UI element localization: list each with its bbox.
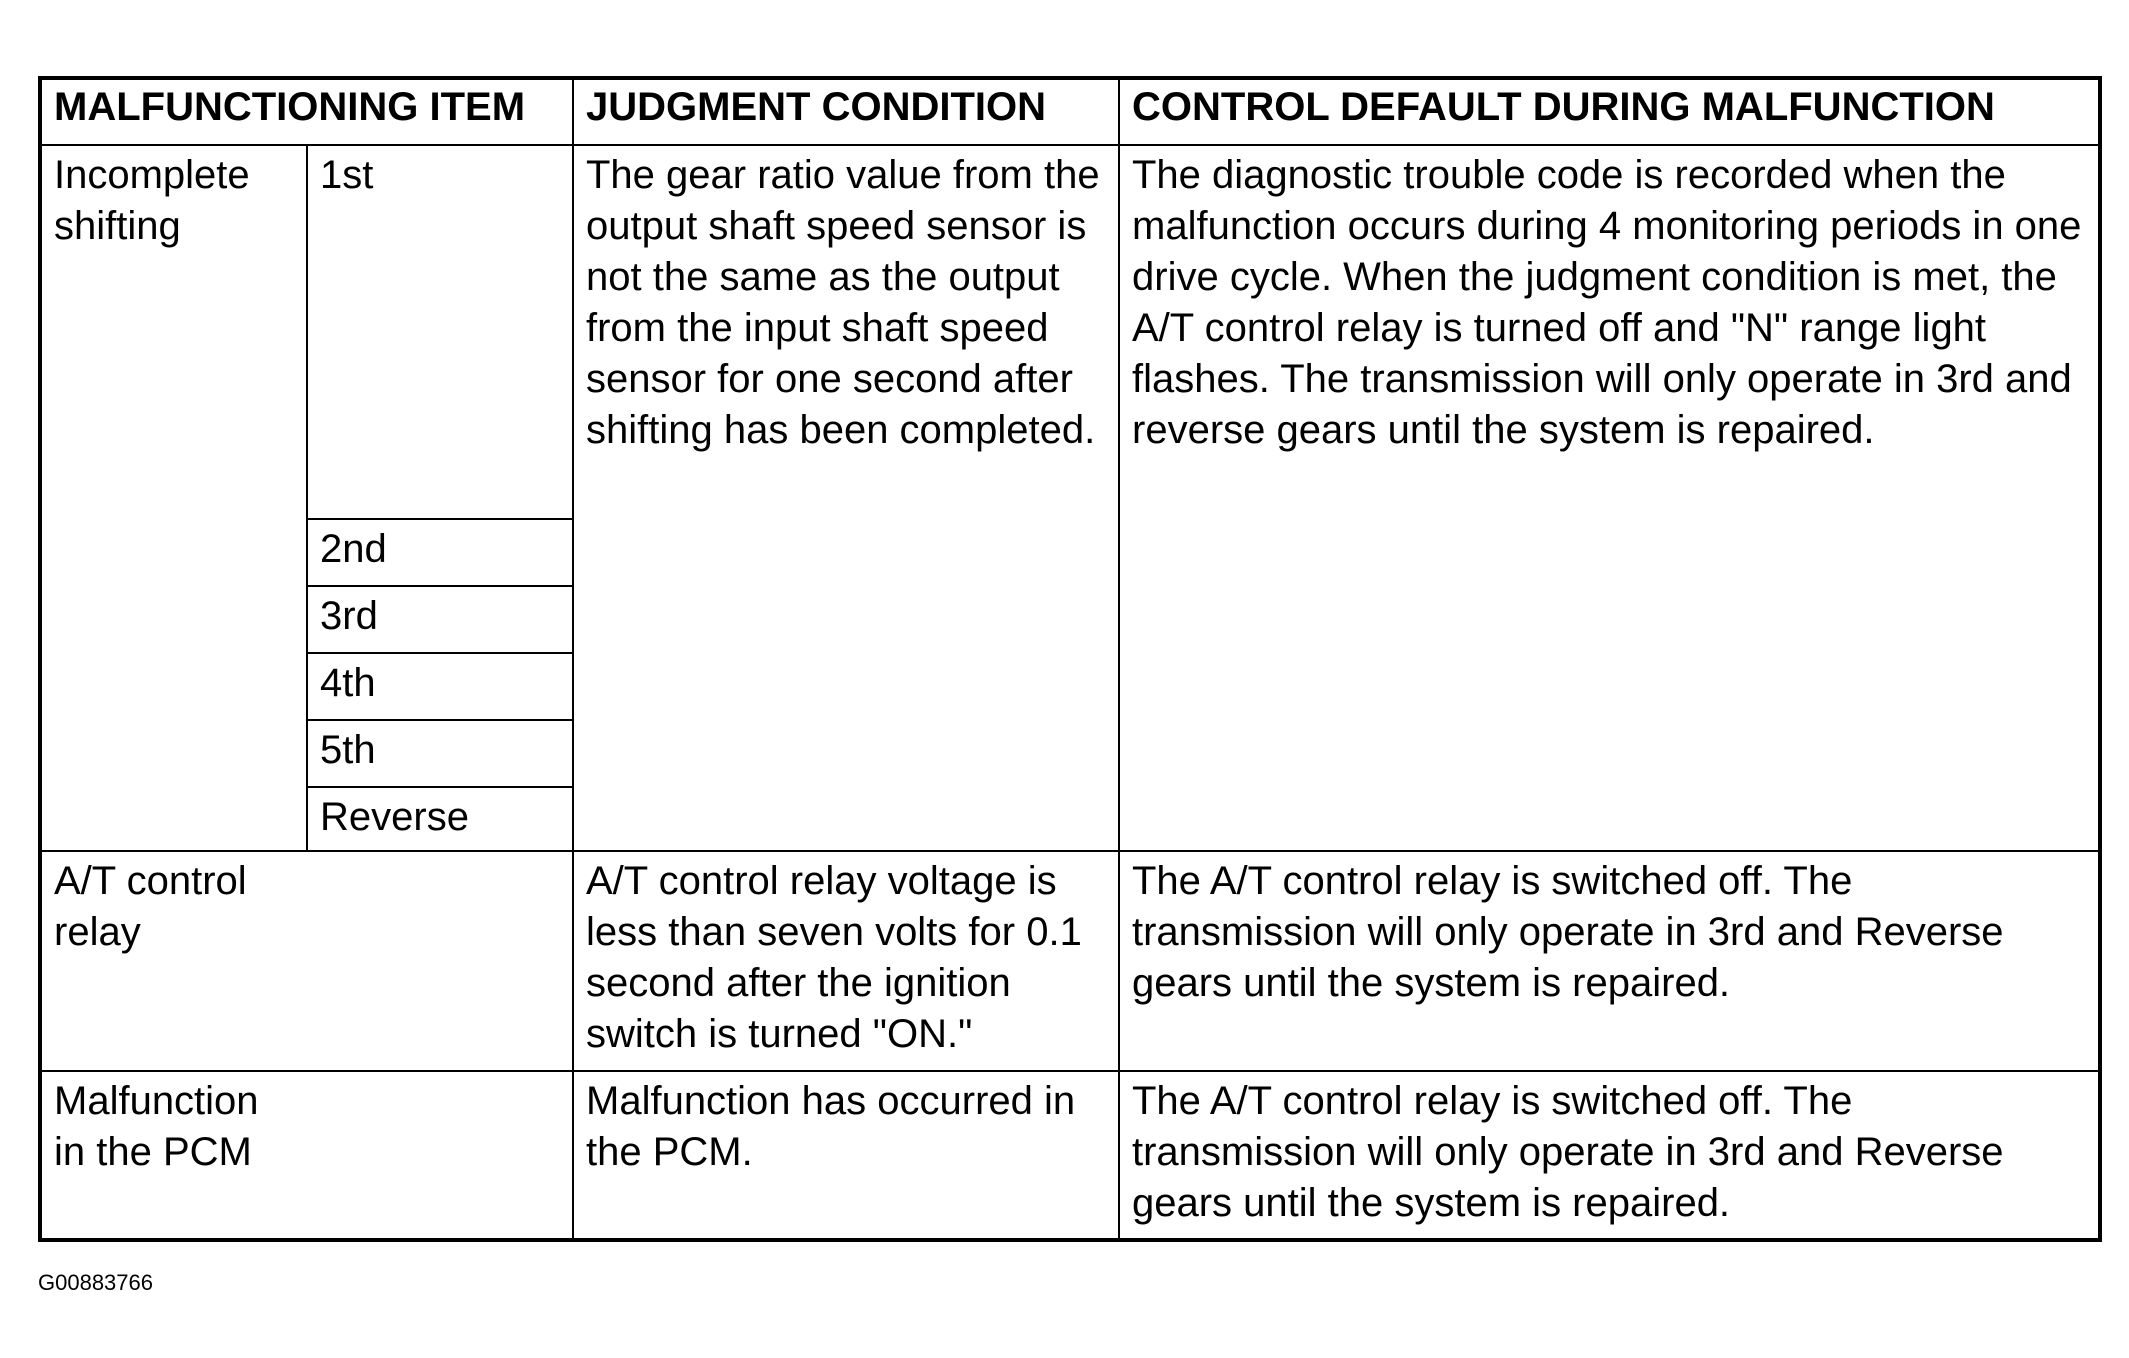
control-malfunction-pcm: The A/T control relay is switched off. The transmission will only operate in 3rd and Reverse gears until the system is repaired. <box>1132 1079 2004 1225</box>
item-incomplete-shifting: Incomplete shifting <box>54 153 250 248</box>
item-malfunction-pcm: Malfunction in the PCM <box>54 1079 259 1174</box>
header-judgment-condition: JUDGMENT CONDITION <box>586 85 1046 129</box>
sub-item-5th: 5th <box>320 728 376 772</box>
control-incomplete-shifting: The diagnostic trouble code is recorded when the malfunction occurs during 4 monitoring periods in one drive cycle. When the judgment condition is met, the A/T control relay is turned off and "N" range light flashes. The transmission will only operate in 3rd and reverse gears until the system is repaired. <box>1132 153 2082 452</box>
item-at-control-relay: A/T control relay <box>54 859 247 954</box>
judgment-malfunction-pcm: Malfunction has occurred in the PCM. <box>586 1079 1076 1174</box>
header-control-default: CONTROL DEFAULT DURING MALFUNCTION <box>1132 85 1995 129</box>
control-at-control-relay: The A/T control relay is switched off. The transmission will only operate in 3rd and Reverse gears until the system is repaired. <box>1132 859 2004 1005</box>
sub-item-reverse: Reverse <box>320 795 469 839</box>
sub-item-3rd: 3rd <box>320 594 378 638</box>
judgment-incomplete-shifting: The gear ratio value from the output shaft speed sensor is not the same as the output from the input shaft speed sensor for one second after shifting has been completed. <box>586 153 1100 452</box>
sub-item-1st: 1st <box>320 153 374 197</box>
sub-item-4th: 4th <box>320 661 376 705</box>
sub-item-2nd: 2nd <box>320 527 387 571</box>
judgment-at-control-relay: A/T control relay voltage is less than seven volts for 0.1 second after the ignition switch is turned "ON." <box>586 859 1082 1056</box>
malfunction-table <box>38 76 2102 1242</box>
figure-code: G00883766 <box>38 1270 153 1295</box>
header-malfunctioning-item: MALFUNCTIONING ITEM <box>54 85 526 129</box>
